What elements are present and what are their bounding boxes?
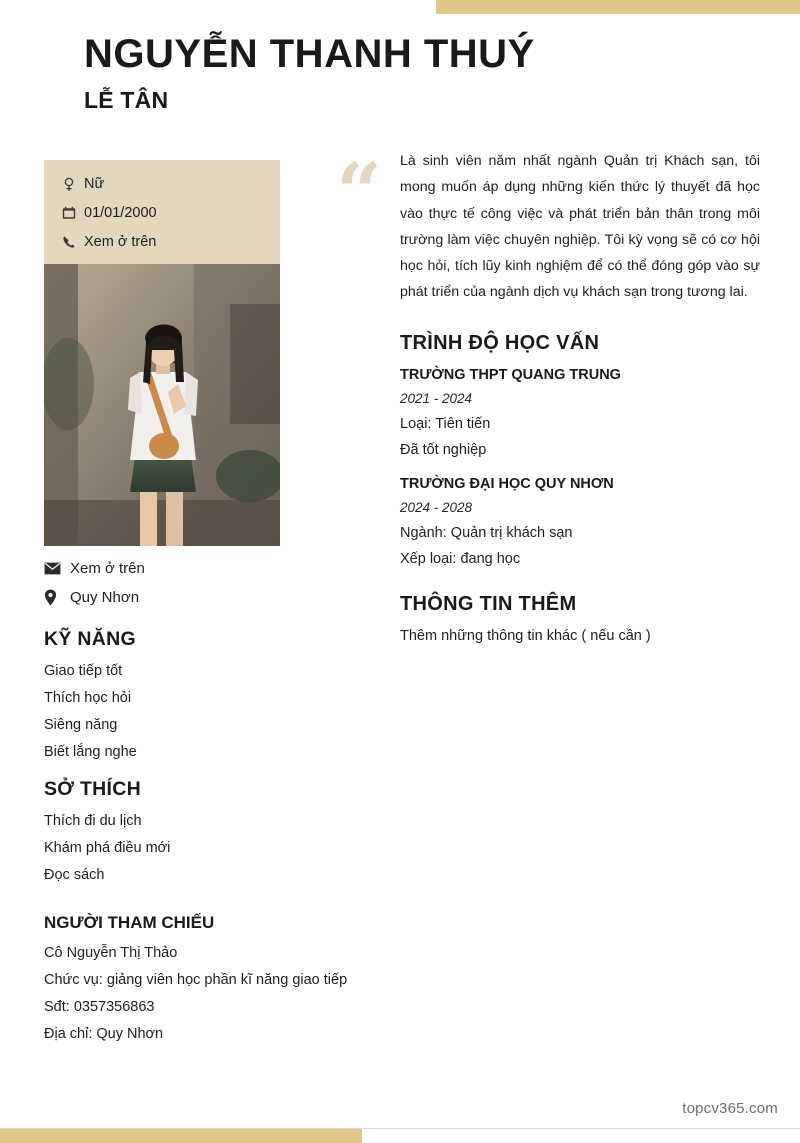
references-title: NGƯỜI THAM CHIẾU bbox=[44, 913, 215, 932]
location-value: Quy Nhơn bbox=[70, 589, 140, 606]
avatar bbox=[44, 264, 280, 546]
education-title: TRÌNH ĐỘ HỌC VẤN bbox=[400, 331, 600, 354]
hobby-item: Thích đi du lịch bbox=[44, 813, 142, 829]
hobby-item: Đọc sách bbox=[44, 867, 105, 883]
gender-icon bbox=[62, 177, 84, 192]
birthdate-value: 01/01/2000 bbox=[84, 205, 157, 221]
skill-item: Giao tiếp tốt bbox=[44, 663, 123, 679]
phone-value: Xem ở trên bbox=[84, 234, 157, 250]
education-school: TRƯỜNG ĐẠI HỌC QUY NHƠN bbox=[400, 475, 614, 492]
education-years: 2021 - 2024 bbox=[400, 390, 473, 406]
education-years: 2024 - 2028 bbox=[400, 499, 473, 515]
candidate-name: NGUYỄN THANH THUÝ bbox=[84, 32, 535, 76]
education-detail: Xếp loại: đang học bbox=[400, 550, 521, 567]
email-icon bbox=[44, 562, 70, 575]
skill-item: Siêng năng bbox=[44, 717, 118, 733]
education-school: TRƯỜNG THPT QUANG TRUNG bbox=[400, 366, 621, 383]
reference-line: Cô Nguyễn Thị Thảo bbox=[44, 945, 178, 961]
hobby-item: Khám phá điều mới bbox=[44, 840, 171, 856]
education-detail: Ngành: Quản trị khách sạn bbox=[400, 524, 573, 541]
personal-info-row bbox=[62, 176, 262, 192]
watermark: topcv365.com bbox=[682, 1100, 778, 1117]
education-entry bbox=[400, 476, 760, 567]
skill-item: Thích học hỏi bbox=[44, 690, 132, 706]
top-accent-bar bbox=[436, 0, 800, 14]
quote-mark-icon: “ bbox=[336, 145, 383, 239]
personal-info-row bbox=[62, 205, 262, 221]
resume-header bbox=[84, 32, 724, 114]
candidate-role: LỄ TÂN bbox=[84, 86, 169, 113]
reference-line: Địa chỉ: Quy Nhơn bbox=[44, 1026, 164, 1042]
education-entry bbox=[400, 367, 760, 458]
reference-line: Chức vụ: giảng viên học phần kĩ năng giao tiếp bbox=[44, 972, 348, 988]
education-detail: Loại: Tiên tiến bbox=[400, 415, 491, 432]
skill-item: Biết lắng nghe bbox=[44, 744, 137, 760]
gender-value: Nữ bbox=[84, 176, 105, 192]
left-column bbox=[44, 160, 348, 1053]
reference-line: Sđt: 0357356863 bbox=[44, 999, 155, 1015]
education-detail: Đã tốt nghiệp bbox=[400, 441, 487, 458]
contact-row-email bbox=[44, 560, 324, 577]
calendar-icon bbox=[62, 206, 84, 220]
email-value: Xem ở trên bbox=[70, 560, 145, 577]
right-column bbox=[336, 145, 760, 644]
profile-summary: Là sinh viên năm nhất ngành Quản trị Khách sạn, tôi mong muốn áp dụng những kiến thức lý thuyết đã học vào thực tế công việc và phát triển bản thân trong môi trường làm việc chuyên nghiệp. Tôi kỳ vọng sẽ có cơ hội học hỏi, tích lũy kinh nghiệm để có thể đóng góp vào sự phát triển của ngành dịch vụ khách sạn trong tương lai. bbox=[400, 153, 760, 301]
bottom-accent-bar bbox=[0, 1129, 362, 1143]
contact-row-location bbox=[44, 589, 324, 606]
location-pin-icon bbox=[44, 589, 70, 606]
additional-info-title: THÔNG TIN THÊM bbox=[400, 592, 577, 615]
additional-info-text: Thêm những thông tin khác ( nếu cần ) bbox=[400, 627, 651, 644]
personal-info-box bbox=[44, 160, 280, 264]
hobbies-title: SỞ THÍCH bbox=[44, 778, 142, 800]
contact-list bbox=[44, 560, 324, 606]
phone-icon bbox=[62, 235, 84, 249]
personal-info-row bbox=[62, 234, 262, 250]
skills-title: KỸ NĂNG bbox=[44, 628, 137, 650]
